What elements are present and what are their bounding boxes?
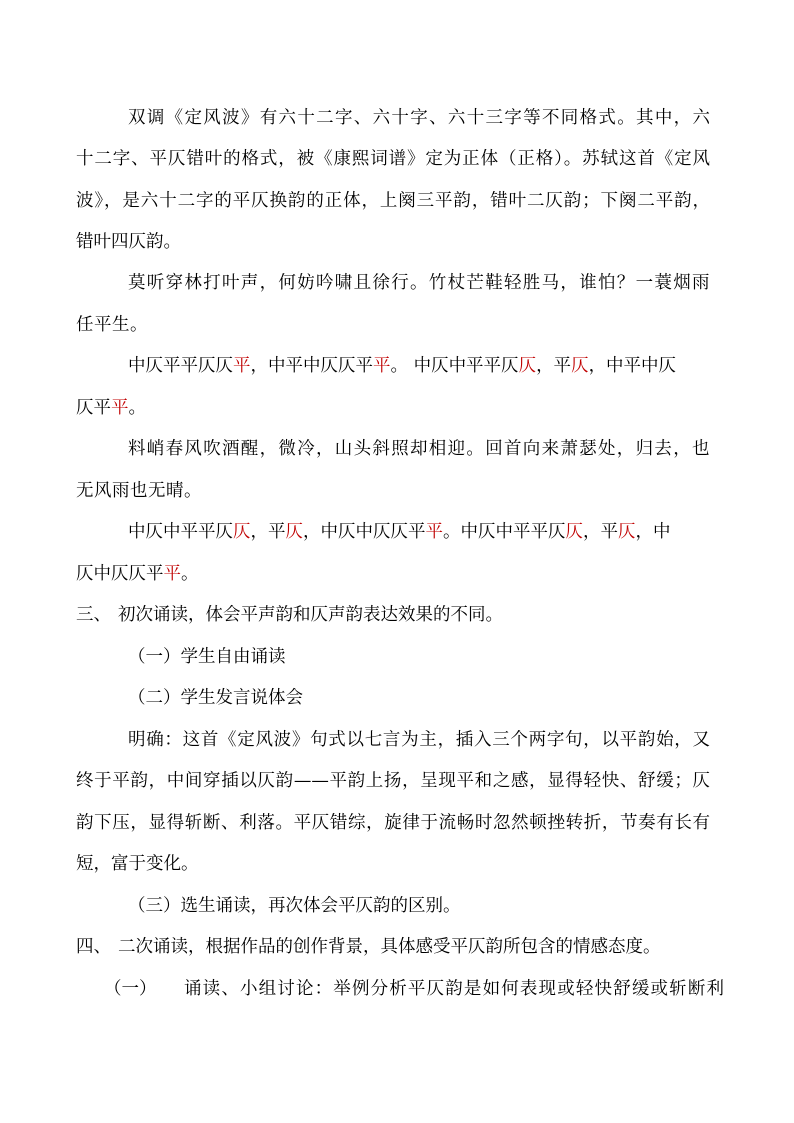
rhyme-mark: 仄 bbox=[618, 522, 636, 542]
rhyme-mark: 平 bbox=[163, 564, 181, 584]
section-4-item-1-number: （一） bbox=[104, 979, 157, 999]
clarification-line-4: 短，富于变化。 bbox=[76, 854, 199, 874]
poem-upper-line-1: 莫听穿林打叶声，何妨吟啸且徐行。竹杖芒鞋轻胜马，谁怕？一蓑烟雨 bbox=[128, 273, 710, 293]
rhyme-mark: 平 bbox=[111, 398, 129, 418]
tone-pattern-upper-line-1: 中仄平平仄仄平，中平中仄仄平平。 中仄中平平仄仄，平仄，中平中仄 bbox=[128, 356, 677, 376]
clarification-line-2: 终于平韵，中间穿插以仄韵——平韵上扬，呈现平和之感，显得轻快、舒缓；仄 bbox=[76, 771, 710, 791]
clarification-line-1: 明确：这首《定风波》句式以七言为主，插入三个两字句，以平韵始，又 bbox=[128, 730, 710, 750]
section-4-heading: 二次诵读，根据作品的创作背景，具体感受平仄韵所包含的情感态度。 bbox=[118, 937, 661, 957]
section-4-item-1-text: 诵读、小组讨论：举例分析平仄韵是如何表现或轻快舒缓或斩断利 bbox=[184, 979, 724, 999]
poem-lower-line-1: 料峭春风吹酒醒，微冷，山头斜照却相迎。回首向来萧瑟处，归去，也 bbox=[128, 439, 710, 459]
section-3-heading: 初次诵读，体会平声韵和仄声韵表达效果的不同。 bbox=[118, 605, 503, 625]
rhyme-mark: 平 bbox=[233, 356, 251, 376]
rhyme-mark: 仄 bbox=[285, 522, 303, 542]
clarification-line-3: 韵下压，显得斩断、利落。平仄错综，旋律于流畅时忽然顿挫转折，节奏有长有 bbox=[76, 813, 710, 833]
intro-line-2: 十二字、平仄错叶的格式，被《康熙词谱》定为正体（正格）。苏轼这首《定风 bbox=[76, 149, 710, 169]
intro-line-1: 双调《定风波》有六十二字、六十字、六十三字等不同格式。其中，六 bbox=[128, 108, 710, 128]
section-3-number: 三、 bbox=[76, 605, 111, 625]
section-3-item-1: （一）学生自由诵读 bbox=[128, 647, 286, 667]
intro-line-3: 波》，是六十二字的平仄换韵的正体，上阕三平韵，错叶二仄韵；下阕二平韵， bbox=[76, 191, 710, 211]
rhyme-mark: 仄 bbox=[518, 356, 537, 376]
poem-upper-line-2: 任平生。 bbox=[76, 315, 148, 335]
tone-pattern-lower-line-1: 中仄中平平仄仄，平仄，中仄中仄仄平平。中仄中平平仄仄，平仄，中 bbox=[128, 522, 671, 542]
rhyme-mark: 平 bbox=[425, 522, 443, 542]
tone-pattern-lower-line-2: 仄中仄仄平平。 bbox=[76, 564, 199, 584]
section-4-number: 四、 bbox=[76, 937, 111, 957]
section-3-item-3: （三）选生诵读，再次体会平仄韵的区别。 bbox=[128, 896, 461, 916]
poem-lower-line-2: 无风雨也无晴。 bbox=[76, 481, 202, 501]
tone-pattern-upper-line-2: 仄平平。 bbox=[76, 398, 146, 418]
rhyme-mark: 仄 bbox=[233, 522, 251, 542]
rhyme-mark: 仄 bbox=[571, 356, 589, 376]
section-3-item-2: （二）学生发言说体会 bbox=[128, 688, 303, 708]
rhyme-mark: 平 bbox=[373, 356, 391, 376]
rhyme-mark: 仄 bbox=[565, 522, 583, 542]
intro-line-4: 错叶四仄韵。 bbox=[76, 232, 181, 252]
